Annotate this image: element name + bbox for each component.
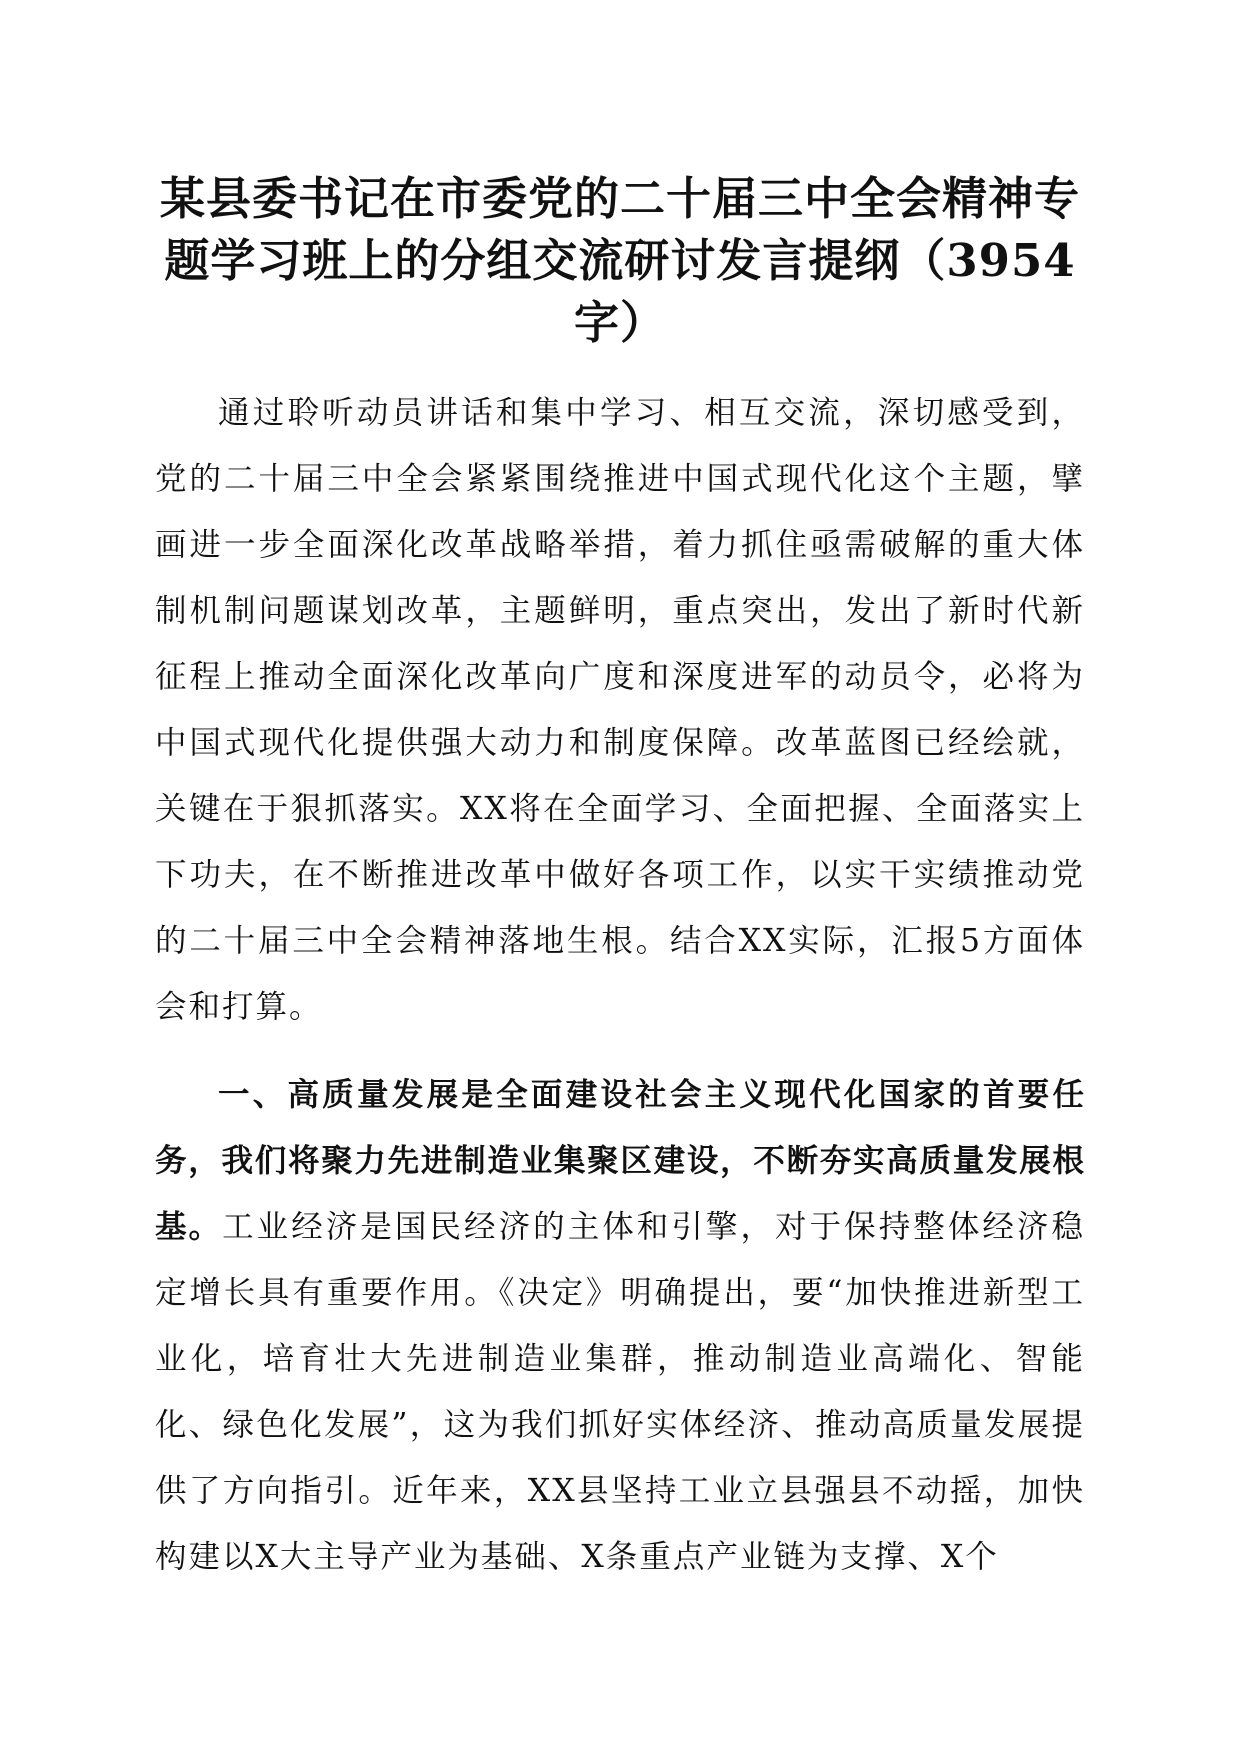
intro-paragraph: 通过聆听动员讲话和集中学习、相互交流，深切感受到，党的二十届三中全会紧紧围绕推进中国式现代化这个主题，擘画进一步全面深化改革战略举措，着力抓住亟需破解的重大体制机制问题谋划改革，主题鲜明，重点突出，发出了新时代新征程上推动全面深化改革向广度和深度进军的动员令，必将为中国式现代化提供强大动力和制度保障。改革蓝图已经绘就，关键在于狠抓落实。XX将在全面学习、全面把握、全面落实上下功夫，在不断推进改革中做好各项工作，以实干实绩推动党的二十届三中全会精神落地生根。结合XX实际，汇报5方面体会和打算。 bbox=[155, 395, 1085, 1025]
section-1-paragraph bbox=[155, 1062, 1085, 1590]
document-body bbox=[155, 380, 1085, 1590]
document-title: 某县委书记在市委党的二十届三中全会精神专题学习班上的分组交流研讨发言提纲（3954字） bbox=[159, 172, 1080, 349]
section-1-text: 工业经济是国民经济的主体和引擎，对于保持整体经济稳定增长具有重要作用。《决定》明确提出，要“加快推进新型工业化，培育壮大先进制造业集群，推动制造业高端化、智能化、绿色化发展”，这为我们抓好实体经济、推动高质量发展提供了方向指引。近年来，XX县坚持工业立县强县不动摇，加快构建以X大主导产业为基础、X条重点产业链为支撑、X个 bbox=[155, 1209, 1085, 1575]
section-1-heading: 一、高质量发展是全面建设社会主义现代化国家的首要任务，我们将聚力先进制造业集聚区建设，不断夯实高质量发展根基。 bbox=[155, 1077, 1085, 1245]
